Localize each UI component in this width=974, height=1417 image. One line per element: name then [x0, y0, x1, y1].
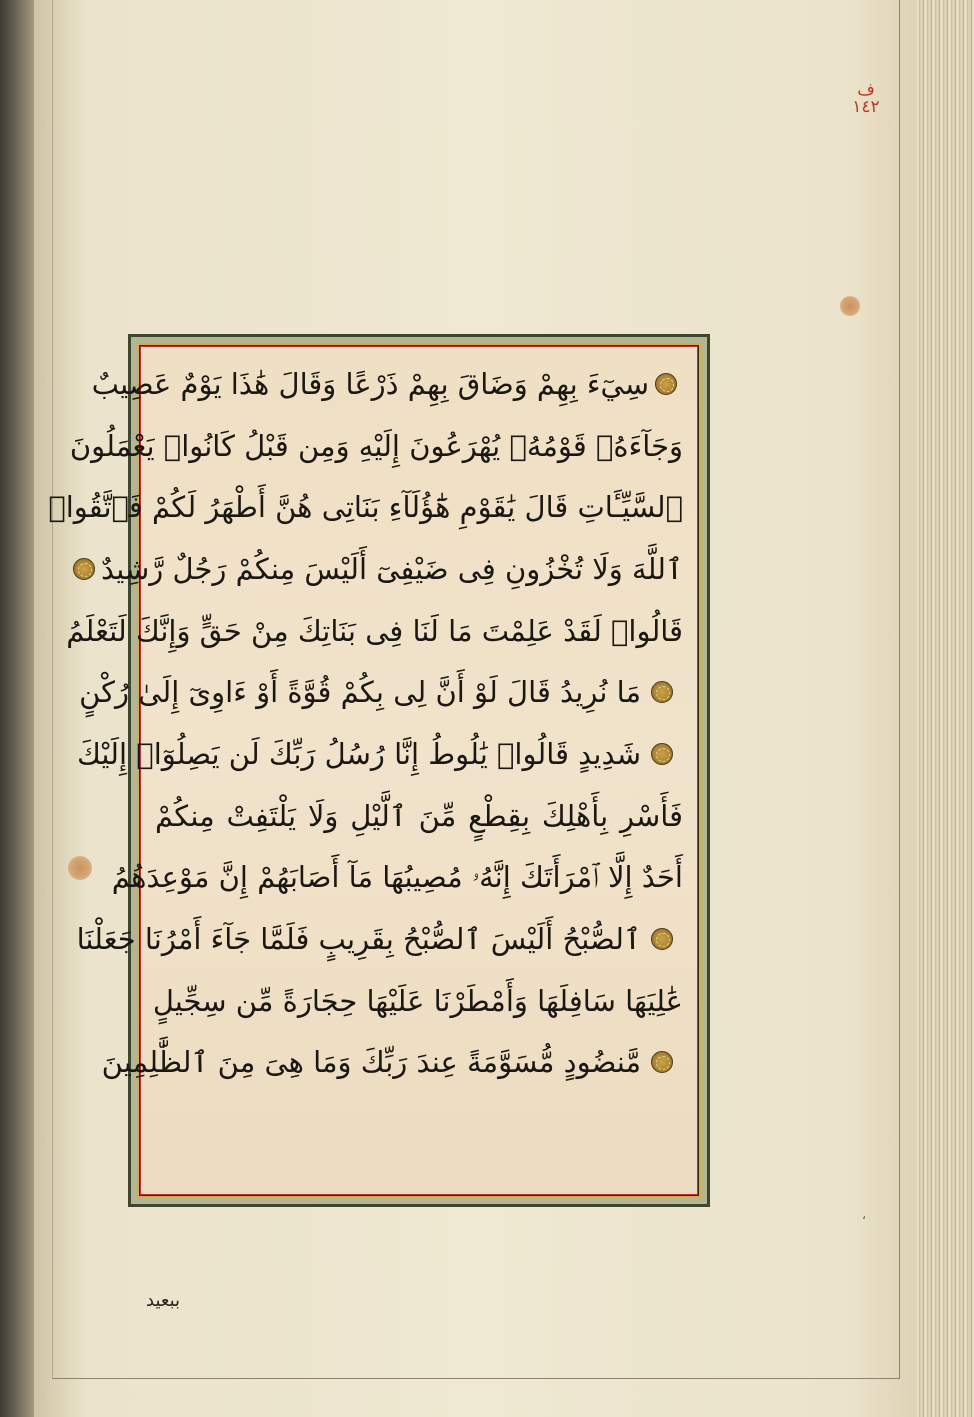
folio-number [846, 82, 886, 116]
verse-rosette-icon [651, 928, 673, 950]
panel-border-gold [48, 343, 701, 1198]
verse-text: مَّنضُودٍ مُّسَوَّمَةً عِندَ رَبِّكَ وَمَا هِىَ مِنَ ٱلظَّٰلِمِينَ [101, 1045, 641, 1080]
verse-rosette-icon [73, 558, 95, 580]
catchword: ببعيد [146, 1290, 181, 1311]
text-panel [48, 334, 710, 1207]
folio-digits: ١٤٢ [852, 97, 880, 117]
verse-line [48, 476, 697, 538]
verse-text: فَأَسْرِ بِأَهْلِكَ بِقِطْعٍ مِّنَ ٱلَّيْلِ وَلَا يَلْتَفِتْ مِنكُمْ [155, 798, 683, 833]
folio-letter: ف [857, 80, 875, 100]
verse-line [141, 785, 697, 847]
verse-line [91, 353, 697, 415]
verse-line [101, 538, 697, 600]
page-edges-stack [916, 0, 974, 1417]
verse-rosette-icon [651, 681, 673, 703]
verse-line [111, 847, 697, 909]
panel-border-black [48, 345, 699, 1196]
verse-rosette-icon [651, 1051, 673, 1073]
verse-text: ٱلسَّيِّـَٔاتِ قَالَ يَٰقَوْمِ هَٰٓؤُلَآءِ بَنَاتِى هُنَّ أَطْهَرُ لَكُمْ فَٱتَّقُوا۟ [48, 490, 683, 525]
verse-text: أَحَدٌ إِلَّا ٱمْرَأَتَكَ إِنَّهُۥ مُصِيبُهَا مَآ أَصَابَهُمْ إِنَّ مَوْعِدَهُمُ [111, 859, 683, 894]
panel-border-olive [48, 337, 707, 1204]
verse-text: مَا نُرِيدُ قَالَ لَوْ أَنَّ لِى بِكُمْ قُوَّةً أَوْ ءَاوِىٓ إِلَىٰ رُكْنٍ [79, 675, 641, 710]
verse-line [76, 908, 697, 970]
verse-line [76, 723, 697, 785]
verse-text: شَدِيدٍ قَالُوا۟ يَٰلُوطُ إِنَّا رُسُلُ رَبِّكَ لَن يَصِلُوٓا۟ إِلَيْكَ [76, 736, 641, 771]
stain-spot-right [840, 296, 860, 316]
text-block [48, 347, 697, 1194]
margin-mark: ، [862, 1208, 866, 1222]
verse-text: ٱلصُّبْحُ أَلَيْسَ ٱلصُّبْحُ بِقَرِيبٍ فَلَمَّا جَآءَ أَمْرُنَا جَعَلْنَا [76, 922, 641, 957]
verse-rosette-icon [651, 743, 673, 765]
verse-line [66, 600, 697, 662]
verse-rosette-icon [655, 373, 677, 395]
verse-text: وَجَآءَهُۥ قَوْمُهُۥ يُهْرَعُونَ إِلَيْهِ وَمِن قَبْلُ كَانُوا۟ يَعْمَلُونَ [69, 428, 683, 463]
verse-line [141, 970, 697, 1032]
verse-line [101, 1032, 697, 1094]
stain-spot-left [68, 856, 92, 880]
verse-text: ٱللَّهَ وَلَا تُخْزُونِ فِى ضَيْفِىٓ أَلَيْسَ مِنكُمْ رَجُلٌ رَّشِيدٌ [101, 551, 683, 586]
verse-line [69, 415, 697, 477]
panel-border-red [48, 346, 698, 1195]
verse-text: عَٰلِيَهَا سَافِلَهَا وَأَمْطَرْنَا عَلَيْهَا حِجَارَةً مِّن سِجِّيلٍ [152, 983, 683, 1018]
verse-line [79, 661, 697, 723]
manuscript-page [34, 0, 918, 1417]
verse-text: قَالُوا۟ لَقَدْ عَلِمْتَ مَا لَنَا فِى بَنَاتِكَ مِنْ حَقٍّ وَإِنَّكَ لَتَعْلَمُ [66, 613, 683, 648]
verse-lines [48, 353, 697, 1093]
verse-text: سِيٓءَ بِهِمْ وَضَاقَ بِهِمْ ذَرْعًا وَقَالَ هَٰذَا يَوْمٌ عَصِيبٌ [91, 366, 649, 401]
